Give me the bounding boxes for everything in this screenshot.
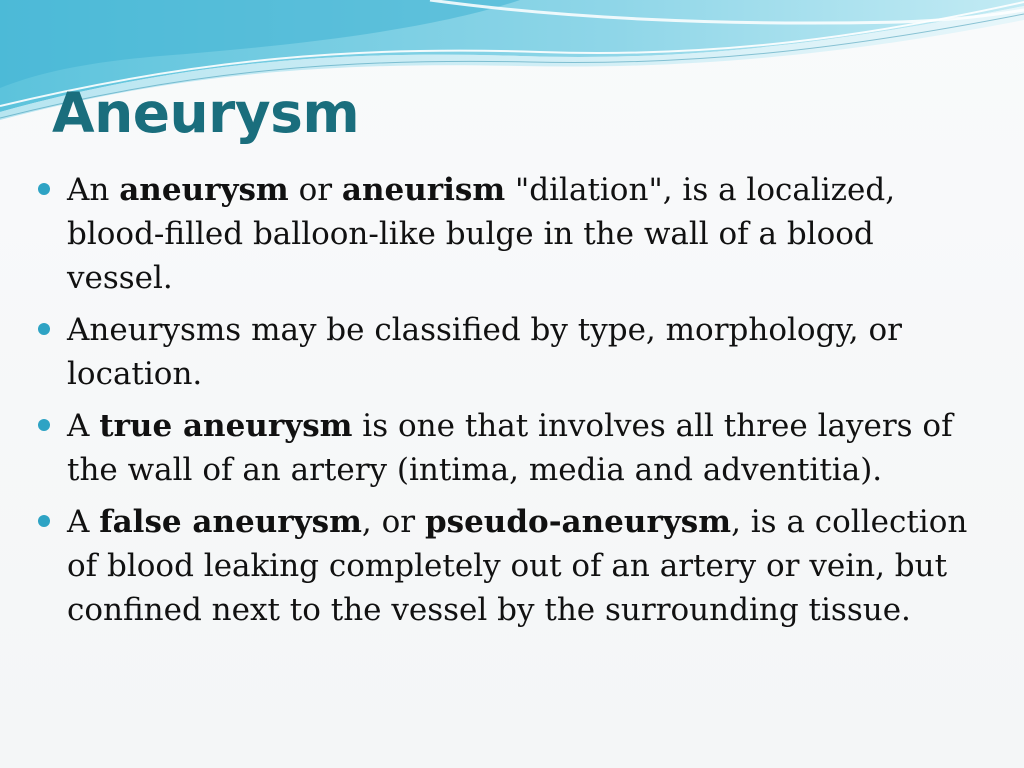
bullet-dot-icon	[38, 419, 50, 431]
bullet-text: An aneurysm or aneurism "dilation", is a localized, blood-filled balloon-like bulge in the wall of a blood vessel.	[67, 172, 896, 296]
bullet-item	[38, 168, 988, 300]
bullet-list	[38, 168, 988, 640]
bullet-dot-icon	[38, 183, 50, 195]
bullet-dot-icon	[38, 515, 50, 527]
bullet-dot-icon	[38, 323, 50, 335]
bullet-item	[38, 308, 988, 396]
bullet-text: A true aneurysm is one that involves all three layers of the wall of an artery (intima, media and adventitia).	[67, 408, 953, 488]
bullet-text: Aneurysms may be classified by type, morphology, or location.	[67, 312, 903, 392]
bullet-item	[38, 500, 988, 632]
bullet-text: A false aneurysm, or pseudo-aneurysm, is a collection of blood leaking completely out of an artery or vein, but confined next to the vessel by the surrounding tissue.	[67, 504, 968, 628]
bullet-item	[38, 404, 988, 492]
slide-title: Aneurysm	[52, 81, 360, 145]
